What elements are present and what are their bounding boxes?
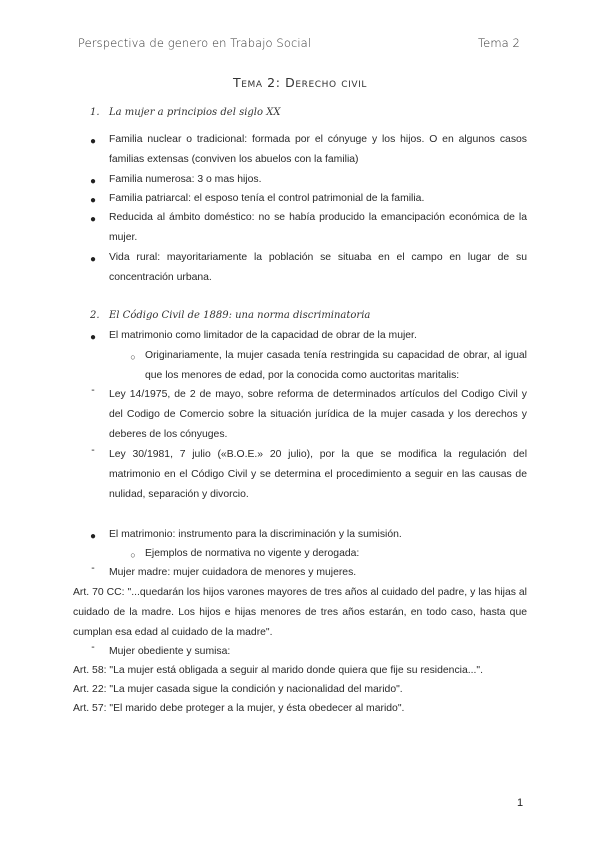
list-item: El matrimonio como limitador de la capacidad de obrar de la mujer. bbox=[109, 330, 417, 341]
bullet-icon: ● bbox=[89, 332, 97, 343]
bullet-icon: ● bbox=[89, 195, 97, 206]
article-22: Art. 22: "La mujer casada sigue la condición y nacionalidad del marido". bbox=[73, 684, 403, 695]
list-item: Originariamente, la mujer casada tenía restringida su capacidad de obrar, al igual que los menores de edad, por la conocida como auctoritas maritalis: bbox=[145, 350, 527, 381]
list-item: Ejemplos de normativa no vigente y derogada: bbox=[145, 548, 360, 559]
dash-bullet-icon: - bbox=[91, 445, 95, 456]
bullet-icon: ● bbox=[89, 254, 97, 265]
page-title: Tema 2: Derecho civil bbox=[232, 75, 368, 90]
list-item: Reducida al ámbito doméstico: no se había producido la emancipación económica de la mujer. bbox=[109, 212, 527, 243]
section2-number: 2. bbox=[90, 310, 100, 321]
dash-bullet-icon: - bbox=[91, 563, 95, 574]
section1-number: 1. bbox=[90, 107, 100, 118]
article-57: Art. 57: "El marido debe proteger a la mujer, y ésta obedecer al marido". bbox=[73, 703, 405, 714]
list-item: El matrimonio: instrumento para la discriminación y la sumisión. bbox=[109, 529, 402, 540]
list-item: Mujer madre: mujer cuidadora de menores y mujeres. bbox=[109, 567, 357, 578]
circle-bullet-icon: ○ bbox=[130, 550, 136, 560]
header-unit: Tema 2 bbox=[478, 36, 520, 50]
bullet-icon: ● bbox=[89, 136, 97, 147]
list-item: Familia numerosa: 3 o mas hijos. bbox=[109, 174, 262, 185]
list-item: Vida rural: mayoritariamente la población se situaba en el campo en lugar de su concentración urbana. bbox=[109, 252, 527, 283]
dash-bullet-icon: - bbox=[91, 642, 95, 653]
list-item: Ley 14/1975, de 2 de mayo, sobre reforma de determinados artículos del Codigo Civil y del Codigo de Comercio sobre la situación jurídica de la mujer casada y los derechos y deberes de los cónyuges. bbox=[109, 389, 527, 440]
section2-heading: El Código Civil de 1889: una norma discriminatoria bbox=[109, 310, 371, 321]
bullet-icon: ● bbox=[89, 214, 97, 225]
bullet-icon: ● bbox=[89, 531, 97, 542]
circle-bullet-icon: ○ bbox=[130, 352, 136, 362]
bullet-icon: ● bbox=[89, 176, 97, 187]
header-course: Perspectiva de genero en Trabajo Social bbox=[78, 36, 312, 50]
article-58: Art. 58: "La mujer está obligada a seguir al marido donde quiera que fije su residencia...". bbox=[73, 665, 483, 676]
list-item: Ley 30/1981, 7 julio («B.O.E.» 20 julio), por la que se modifica la regulación del matrimonio en el Código Civil y se determina el procedimiento a seguir en las causas de nulidad, separación y divorcio. bbox=[109, 449, 527, 500]
list-item: Familia patriarcal: el esposo tenía el control patrimonial de la familia. bbox=[109, 193, 425, 204]
dash-bullet-icon: - bbox=[91, 385, 95, 396]
article-70: Art. 70 CC: "...quedarán los hijos varones mayores de tres años al cuidado del padre, y las hijas al cuidado de la madre. Los hijos e hijas menores de tres años estarán, en todo caso, hasta que cumplan esa edad al cuidado de la madre". bbox=[73, 587, 527, 638]
list-item: Mujer obediente y sumisa: bbox=[109, 646, 231, 657]
page-number: 1 bbox=[517, 797, 524, 809]
section1-heading: La mujer a principios del siglo XX bbox=[109, 107, 281, 118]
list-item: Familia nuclear o tradicional: formada por el cónyuge y los hijos. O en algunos casos familias extensas (conviven los abuelos con la familia) bbox=[109, 134, 527, 165]
